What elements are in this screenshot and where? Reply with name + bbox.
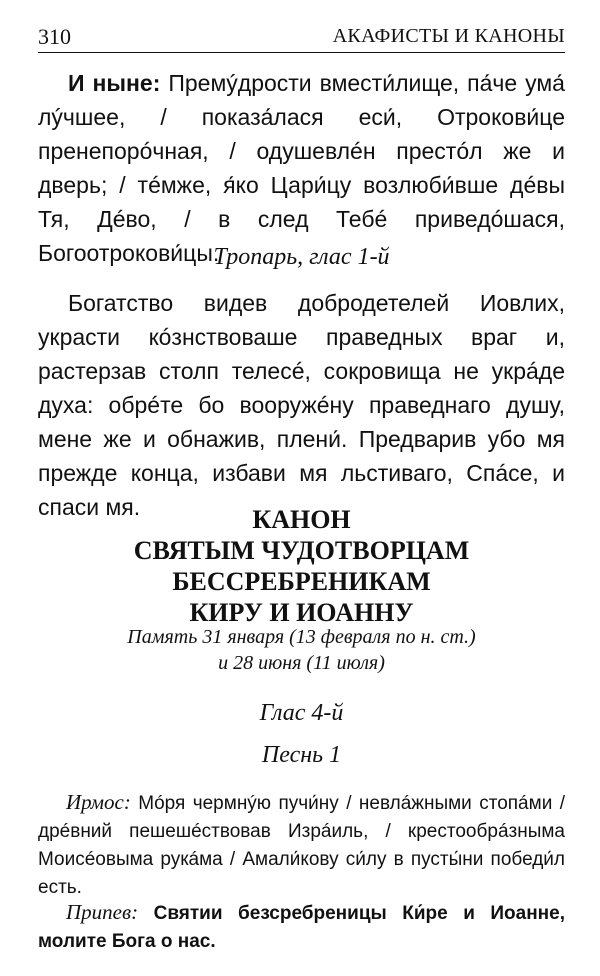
canon-title-line: СВЯТЫМ ЧУДОТВОРЦАМ: [133, 536, 470, 565]
canon-title-line: БЕССРЕБРЕНИКАМ: [172, 567, 431, 596]
pripev-paragraph: [38, 898, 565, 956]
page-number: 310: [38, 24, 71, 49]
glas-heading: Глас 4-й: [259, 700, 344, 726]
canon-title-line: КИРУ И ИОАННУ: [189, 598, 414, 627]
pripev-text: Святии безсребреницы Ки́ре и Иоанне, молите Бога о нас.: [38, 903, 565, 952]
theotokion-paragraph: [38, 66, 565, 270]
memory-line: Память 31 января (13 февраля по н. ст.): [127, 626, 476, 648]
page-header: [38, 18, 565, 53]
irmos-paragraph: [38, 788, 565, 902]
canon-title-line: КАНОН: [252, 505, 351, 534]
theotokion-text: Премýдрости вмести́лище, па́че ума́ лýчшее, / показа́лася еси́, Отрокови́це пренепорóчная, / одушевлéн престóл же и дверь; / тéмже, я́ко Цари́цу возлюби́вше дéвы Тя, Дéво, / в след Тебé приведóшася, Богоотрокови́цы.: [38, 70, 565, 266]
memory-dates: [38, 624, 565, 676]
troparion-text: Богатство видев добродетелей Иовлих, украсти кóзнствоваше праведных враг и, растерзав столп телесé, сокровища не укрáде духа: обрéте бо вооружéну праведнаго душу, мене же и обнажив, плени́. Предварив убо мя прежде конца, избави мя льстиваго, Спáсе, и спаси мя.: [38, 290, 565, 520]
irmos-text: Мóря чермнýю пучи́ну / невлáжными стопáми / дрéвний пешешéствовав Изрáиль, / крестообрáзныма Моисéовыма рукáма / Амали́кову си́лу в пусты́ни победи́л есть.: [38, 793, 565, 898]
troparion-heading: Тропарь, глас 1-й: [213, 244, 390, 270]
troparion-paragraph: [38, 286, 565, 524]
running-title: АКАФИСТЫ И КАНОНЫ: [332, 25, 565, 47]
theotokion-label: И ныне:: [68, 70, 161, 96]
canon-title: [38, 504, 565, 628]
pesn-heading: Песнь 1: [261, 742, 342, 768]
pripev-label: Припев:: [66, 900, 139, 924]
memory-line: и 28 июня (11 июля): [218, 652, 385, 674]
irmos-label: Ирмос:: [66, 790, 131, 814]
